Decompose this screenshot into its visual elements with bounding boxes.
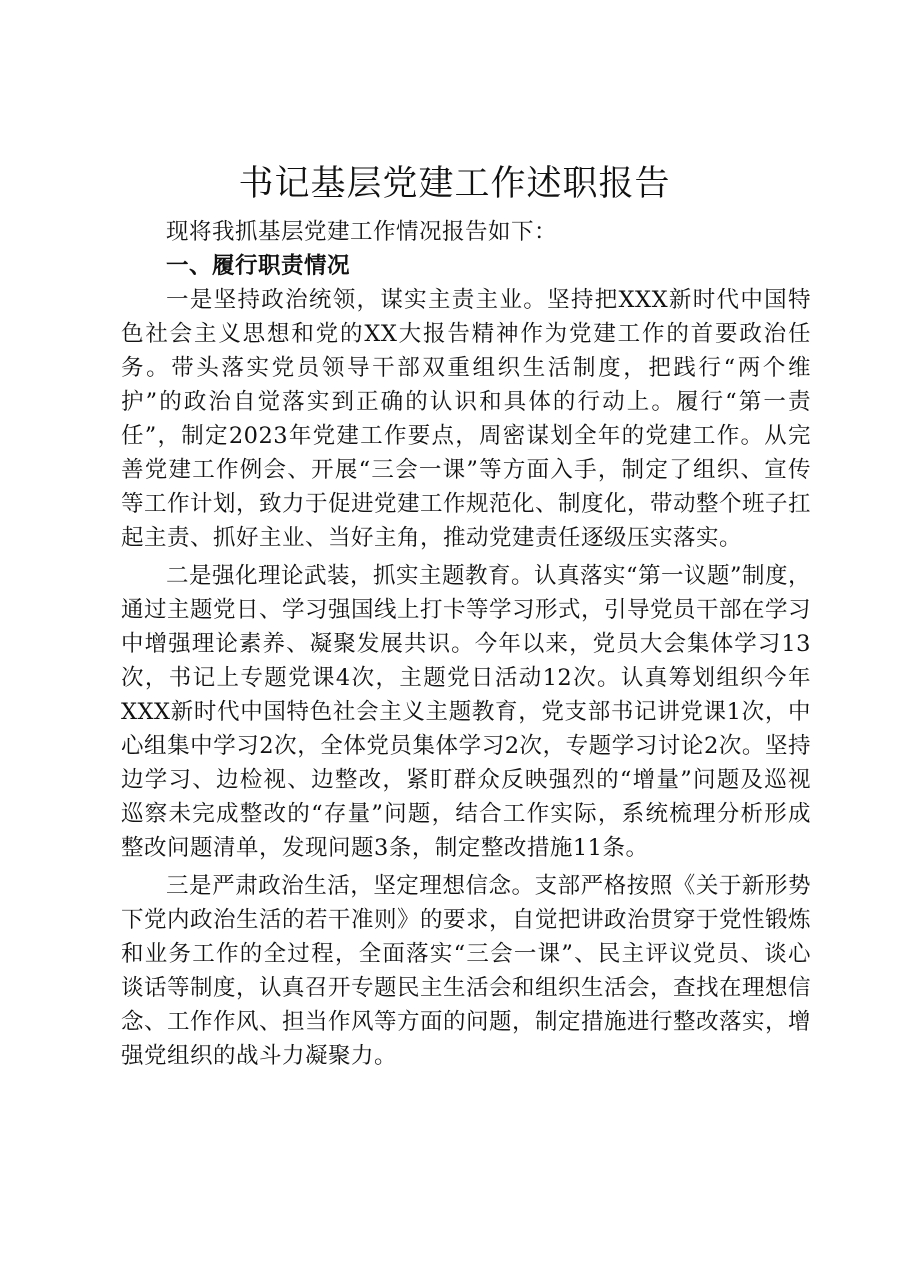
document-body	[121, 215, 811, 1073]
body-paragraph-2: 二是强化理论武装，抓实主题教育。认真落实“第一议题”制度，通过主题党日、学习强国线上打卡等学习形式，引导党员干部在学习中增强理论素养、凝聚发展共识。今年以来，党员大会集体学习13次，书记上专题党课4次，主题党日活动12次。认真筹划组织今年XXX新时代中国特色社会主义主题教育，党支部书记讲党课1次，中心组集中学习2次，全体党员集体学习2次，专题学习讨论2次。坚持边学习、边检视、边整改，紧盯群众反映强烈的“增量”问题及巡视巡察未完成整改的“存量”问题，结合工作实际，系统梳理分析形成整改问题清单，发现问题3条，制定整改措施11条。	[121, 563, 812, 861]
intro-paragraph: 现将我抓基层党建工作情况报告如下：	[166, 219, 558, 245]
body-paragraph-1: 一是坚持政治统领，谋实主责主业。坚持把XXX新时代中国特色社会主义思想和党的XX大报告精神作为党建工作的首要政治任务。带头落实党员领导干部双重组织生活制度，把践行“两个维护”的政治自觉落实到正确的认识和具体的行动上。履行“第一责任”，制定2023年党建工作要点，周密谋划全年的党建工作。从完善党建工作例会、开展“三会一课”等方面入手，制定了组织、宣传等工作计划，致力于促进党建工作规范化、制度化，带动整个班子扛起主责、抓好主业、当好主角，推动党建责任逐级压实落实。	[121, 287, 812, 551]
document-title: 书记基层党建工作述职报告	[238, 164, 671, 204]
body-paragraph-3: 三是严肃政治生活，坚定理想信念。支部严格按照《关于新形势下党内政治生活的若干准则》的要求，自觉把讲政治贯穿于党性锻炼和业务工作的全过程，全面落实“三会一课”、民主评议党员、谈心谈话等制度，认真召开专题民主生活会和组织生活会，查找在理想信念、工作作风、担当作风等方面的问题，制定措施进行整改落实，增强党组织的战斗力凝聚力。	[121, 873, 812, 1069]
section-heading: 一、履行职责情况	[166, 253, 351, 279]
